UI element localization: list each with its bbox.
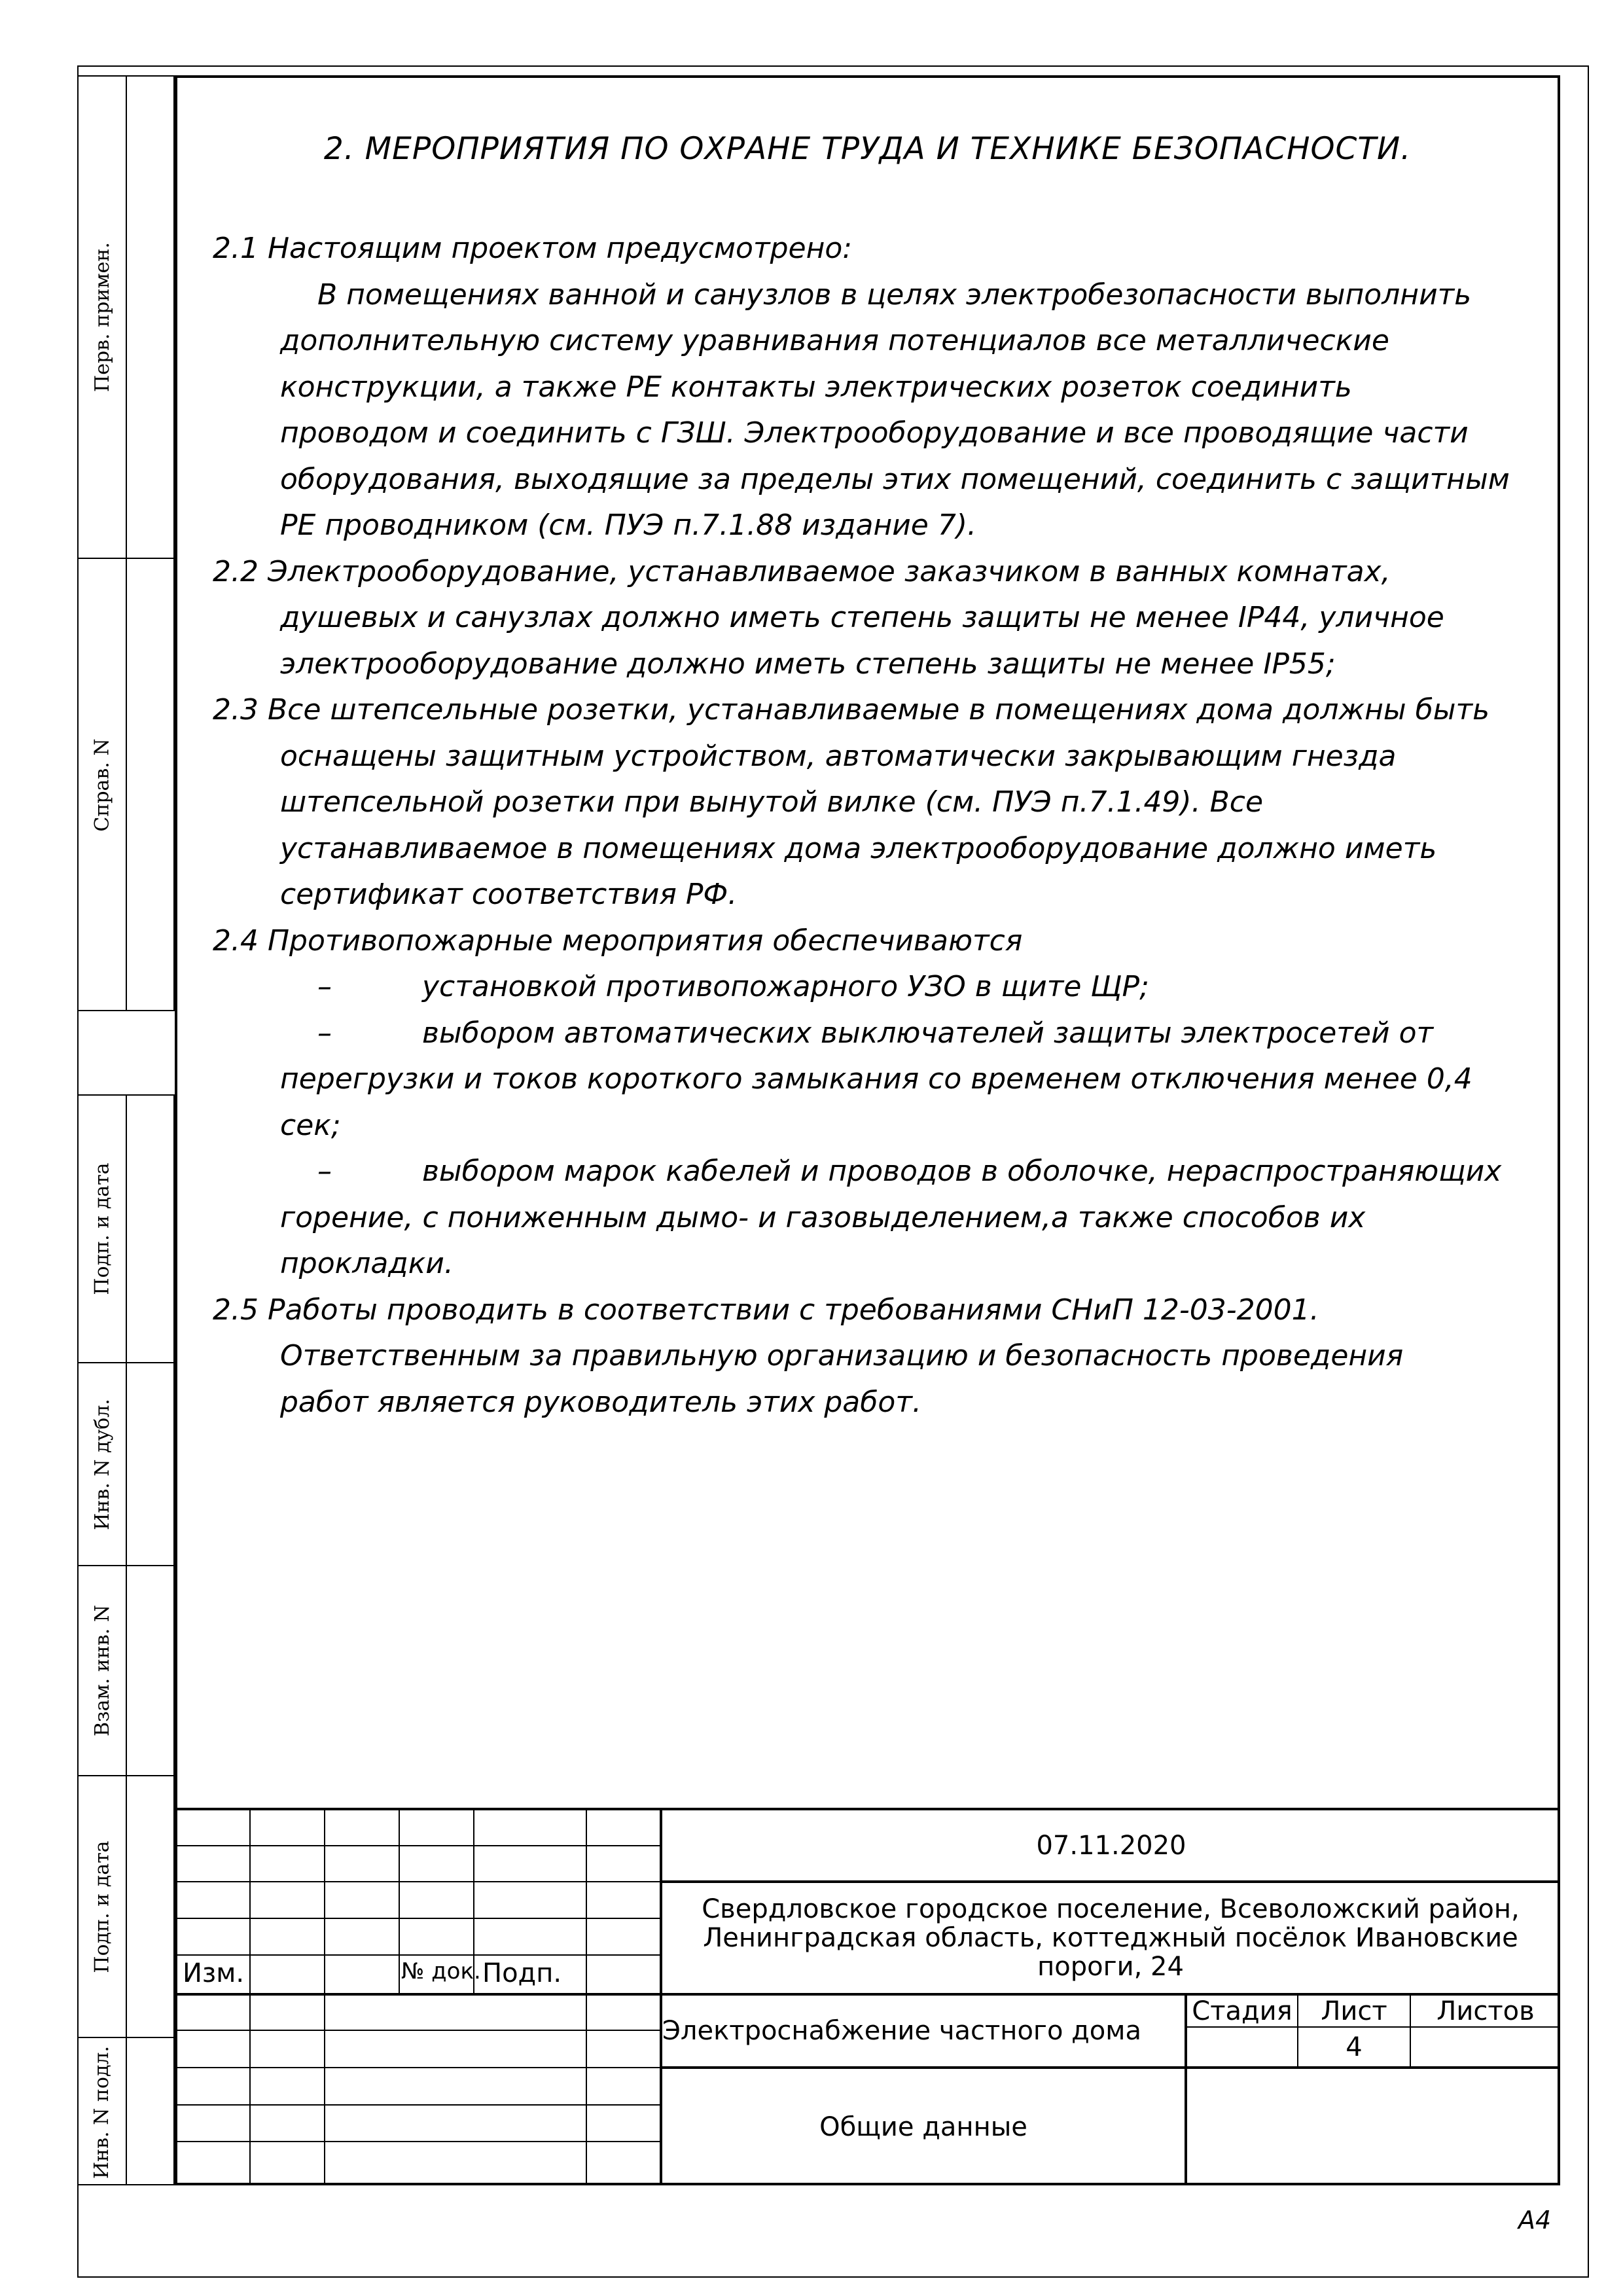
stage-label: Стадия <box>1192 1996 1293 2026</box>
text-line: электрооборудование должно иметь степень защиты не менее IP55; <box>280 647 1336 681</box>
address-field: Свердловское городское поселение, Всеволожский район, Ленинградская область, коттеджный посёлок Ивановские пороги, 24 <box>702 1894 1520 1982</box>
text-line: – выбором автоматических выключателей защиты электросетей от <box>213 1011 1535 1057</box>
sheet-number: 4 <box>1346 2032 1363 2062</box>
text-line: душевых и санузлах должно иметь степень защиты не менее IP44, уличное <box>280 601 1444 634</box>
text-line: 2.5 Работы проводить в соответствии с требованиями СНиП 12-03-2001. <box>213 1293 1319 1327</box>
text-line: РЕ проводником (см. ПУЭ п.7.1.88 издание 7). <box>280 509 977 542</box>
text-line: 2.1 Настоящим проектом предусмотрено: <box>213 232 853 265</box>
text-line: штепсельной розетки при вынутой вилке (см. ПУЭ п.7.1.49). Все <box>280 785 1264 819</box>
side-label-inv-podl: Инв. N подл. <box>90 2045 114 2179</box>
body-text <box>213 226 1535 1426</box>
text-line: 2.3 Все штепсельные розетки, устанавливаемые в помещениях дома должны быть <box>213 693 1490 726</box>
text-line: В помещениях ванной и санузлов в целях электробезопасности выполнить <box>317 278 1472 312</box>
side-label-podp-data-2: Подп. и дата <box>90 1840 114 1973</box>
text-line: перегрузки и токов короткого замыкания со временем отключения менее 0,4 <box>280 1062 1472 1096</box>
text-line: – выбором марок кабелей и проводов в оболочке, нераспространяющих <box>213 1149 1535 1195</box>
text-line: дополнительную систему уравнивания потенциалов все металлические <box>280 324 1389 357</box>
side-label-sprav: Справ. N <box>90 738 114 832</box>
text-line: устанавливаемое в помещениях дома электрооборудование должно иметь <box>280 831 1437 865</box>
text-line: 2.2 Электрооборудование, устанавливаемое заказчиком в ванных комнатах, <box>213 554 1391 588</box>
text-line: проводом и соединить с ГЗШ. Электрооборудование и все проводящие части <box>280 416 1469 450</box>
sheet-label: Лист <box>1321 1996 1387 2026</box>
side-strip-upper <box>77 75 175 1011</box>
text-line: оборудования, выходящие за пределы этих помещений, соединить с защитным <box>280 462 1510 496</box>
side-label-inv-dubl: Инв. N дубл. <box>90 1398 114 1530</box>
ndok-label: № док. <box>401 1958 481 1984</box>
dash-bullet: – <box>317 970 332 1003</box>
text-line: конструкции, а также PE контакты электрических розеток соединить <box>280 370 1352 404</box>
izm-label: Изм. <box>183 1958 245 1988</box>
format-label: А4 <box>1518 2206 1552 2234</box>
side-label-podp-data-1: Подп. и дата <box>90 1162 114 1295</box>
text-line: сек; <box>280 1108 341 1142</box>
text-line: – установкой противопожарного УЗО в щите ЩР; <box>213 964 1535 1011</box>
date-field: 07.11.2020 <box>1036 1830 1186 1861</box>
title-block <box>175 1808 1560 2185</box>
text-line: прокладки. <box>280 1247 454 1280</box>
side-label-perv-primen: Перв. примен. <box>90 242 114 392</box>
project-name: Электроснабжение частного дома <box>662 2016 1141 2046</box>
side-label-vzam-inv: Взам. инв. N <box>90 1605 114 1736</box>
side-strip-lower <box>77 1094 175 2185</box>
podp-label: Подп. <box>482 1958 562 1988</box>
text-line: горение, с пониженным дымо- и газовыделением,а также способов их <box>280 1200 1366 1234</box>
text-line: работ является руководитель этих работ. <box>280 1385 921 1419</box>
dash-bullet: – <box>317 1016 332 1050</box>
section-title: 2. МЕРОПРИЯТИЯ ПО ОХРАНЕ ТРУДА И ТЕХНИКЕ БЕЗОПАСНОСТИ. <box>323 131 1412 167</box>
text-line: оснащены защитным устройством, автоматически закрывающим гнезда <box>280 739 1397 773</box>
text-line: Ответственным за правильную организацию и безопасность проведения <box>280 1339 1404 1372</box>
text-line: сертификат соответствия РФ. <box>280 878 738 911</box>
sheets-label: Листов <box>1436 1996 1535 2026</box>
dash-bullet: – <box>317 1155 332 1188</box>
text-line: 2.4 Противопожарные мероприятия обеспечиваются <box>213 924 1023 958</box>
section-name: Общие данные <box>819 2112 1027 2142</box>
